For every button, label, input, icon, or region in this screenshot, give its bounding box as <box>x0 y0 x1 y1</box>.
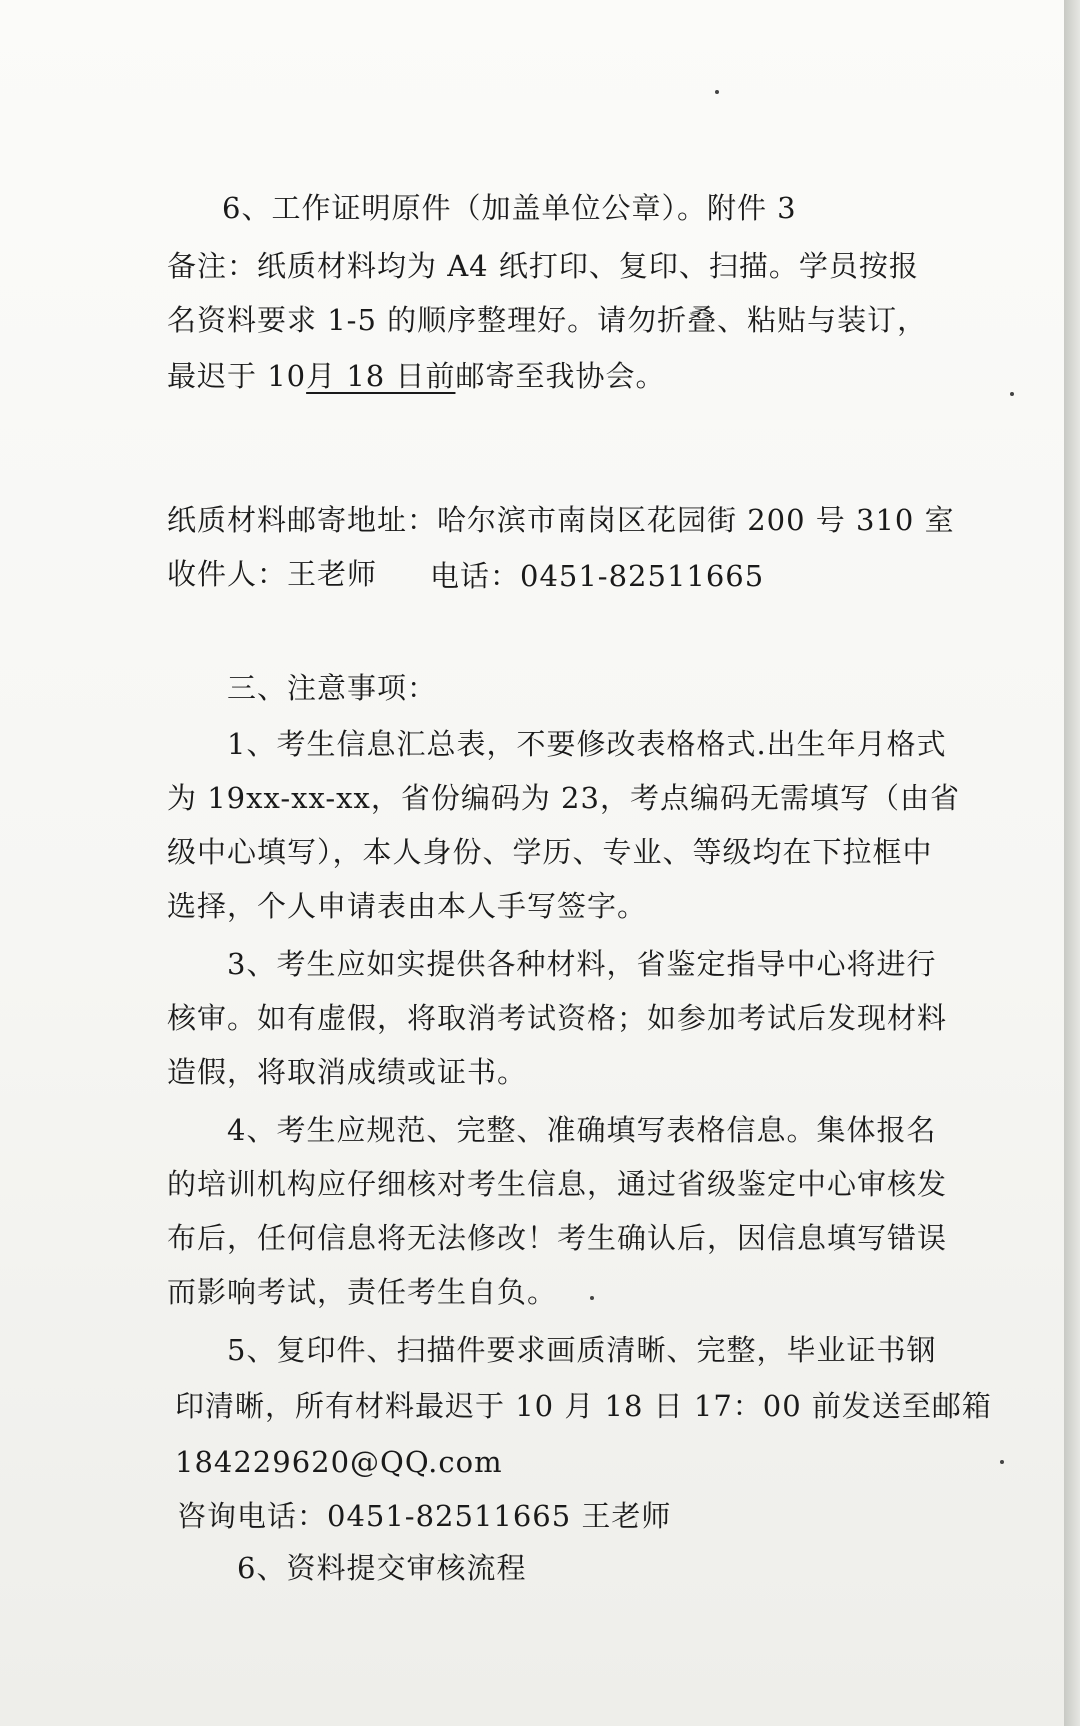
text-line-note4-2: 的培训机构应仔细核对考生信息，通过省级鉴定中心审核发 <box>167 1167 948 1201</box>
speck-mark <box>1000 1460 1004 1464</box>
deadline-prefix: 最迟于 10 <box>167 359 307 393</box>
text-line-deadline <box>167 358 665 394</box>
text-line-note3-1: 3、考生应如实提供各种材料，省鉴定指导中心将进行 <box>227 947 937 981</box>
text-line-note4-3: 布后，任何信息将无法修改！考生确认后，因信息填写错误 <box>167 1221 948 1255</box>
text-line-note4-1: 4、考生应规范、完整、准确填写表格信息。集体报名 <box>227 1113 937 1147</box>
speck-mark <box>715 90 719 94</box>
text-line-submission-process: 6、资料提交审核流程 <box>237 1551 527 1585</box>
deadline-suffix: 邮寄至我协会。 <box>455 359 666 393</box>
text-line-note4-4: 而影响考试，责任考生自负。 <box>167 1275 558 1309</box>
speck-mark <box>590 1296 594 1300</box>
text-line-note1-1: 1、考生信息汇总表，不要修改表格格式.出生年月格式 <box>227 727 947 761</box>
text-line-note1-3: 级中心填写），本人身份、学历、专业、等级均在下拉框中 <box>167 835 933 869</box>
page-edge <box>1064 0 1080 1726</box>
text-line-note1-4: 选择，个人申请表由本人手写签字。 <box>167 889 648 923</box>
text-line-remark-2: 名资料要求 1-5 的顺序整理好。请勿折叠、粘贴与装订， <box>167 303 928 337</box>
text-line-work-certificate: 6、工作证明原件（加盖单位公章）。附件 3 <box>222 191 797 225</box>
text-line-note3-3: 造假，将取消成绩或证书。 <box>167 1055 528 1089</box>
deadline-date-underlined: 月 18 日前 <box>306 359 456 393</box>
text-line-phone: 电话：0451-82511665 <box>430 559 765 593</box>
text-line-note1-2: 为 19xx-xx-xx，省份编码为 23，考点编码无需填写（由省 <box>167 781 960 815</box>
text-line-consult-phone: 咨询电话：0451-82511665 王老师 <box>177 1499 672 1533</box>
text-line-recipient: 收件人：王老师 <box>167 557 378 591</box>
text-line-note3-2: 核审。如有虚假，将取消考试资格；如参加考试后发现材料 <box>167 1001 948 1035</box>
speck-mark <box>1010 392 1014 396</box>
text-line-remark-1: 备注：纸质材料均为 A4 纸打印、复印、扫描。学员按报 <box>167 249 919 283</box>
text-line-mailing-address: 纸质材料邮寄地址：哈尔滨市南岗区花园街 200 号 310 室 <box>167 503 955 537</box>
email-address: 184229620@QQ.com <box>175 1445 503 1479</box>
text-line-note5-2: 印清晰，所有材料最迟于 10 月 18 日 17：00 前发送至邮箱 <box>175 1389 992 1423</box>
section-heading-notes: 三、注意事项： <box>227 671 438 705</box>
text-line-note5-1: 5、复印件、扫描件要求画质清晰、完整，毕业证书钢 <box>227 1333 937 1367</box>
